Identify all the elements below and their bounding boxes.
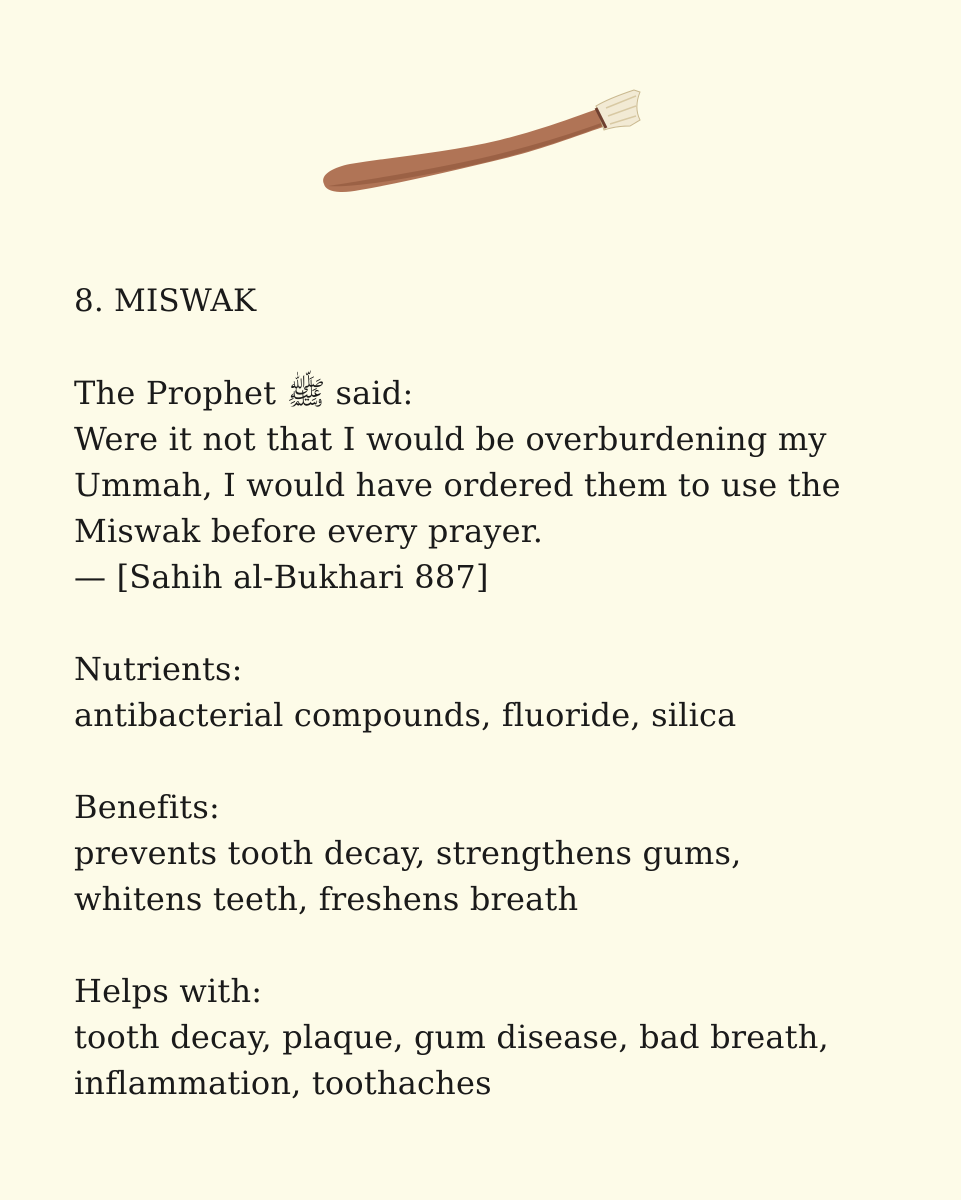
spacer: [74, 324, 934, 370]
miswak-bristles: [596, 90, 640, 130]
quote-line: Ummah, I would have ordered them to use the: [74, 466, 841, 504]
spacer: [74, 922, 934, 968]
benefits-heading: Benefits:: [74, 788, 220, 826]
nutrients-heading: Nutrients:: [74, 650, 243, 688]
benefits-line: whitens teeth, freshens breath: [74, 880, 579, 918]
quote-line: Were it not that I would be overburdening my: [74, 420, 827, 458]
benefits-line: prevents tooth decay, strengthens gums,: [74, 834, 742, 872]
spacer: [74, 600, 934, 646]
miswak-stick-icon: [310, 78, 650, 208]
page-title: 8. MISWAK: [74, 283, 257, 319]
quote-intro: The Prophet ﷺ said:: [74, 374, 414, 412]
spacer: [74, 738, 934, 784]
helps-with-heading: Helps with:: [74, 972, 263, 1010]
quote-line: Miswak before every prayer.: [74, 512, 544, 550]
miswak-stick: [323, 108, 606, 192]
article-text: [74, 278, 934, 1106]
quote-source: — [Sahih al-Bukhari 887]: [74, 558, 489, 596]
helps-with-line: inflammation, toothaches: [74, 1064, 492, 1102]
helps-with-line: tooth decay, plaque, gum disease, bad breath,: [74, 1018, 829, 1056]
nutrients-line: antibacterial compounds, fluoride, silica: [74, 696, 737, 734]
